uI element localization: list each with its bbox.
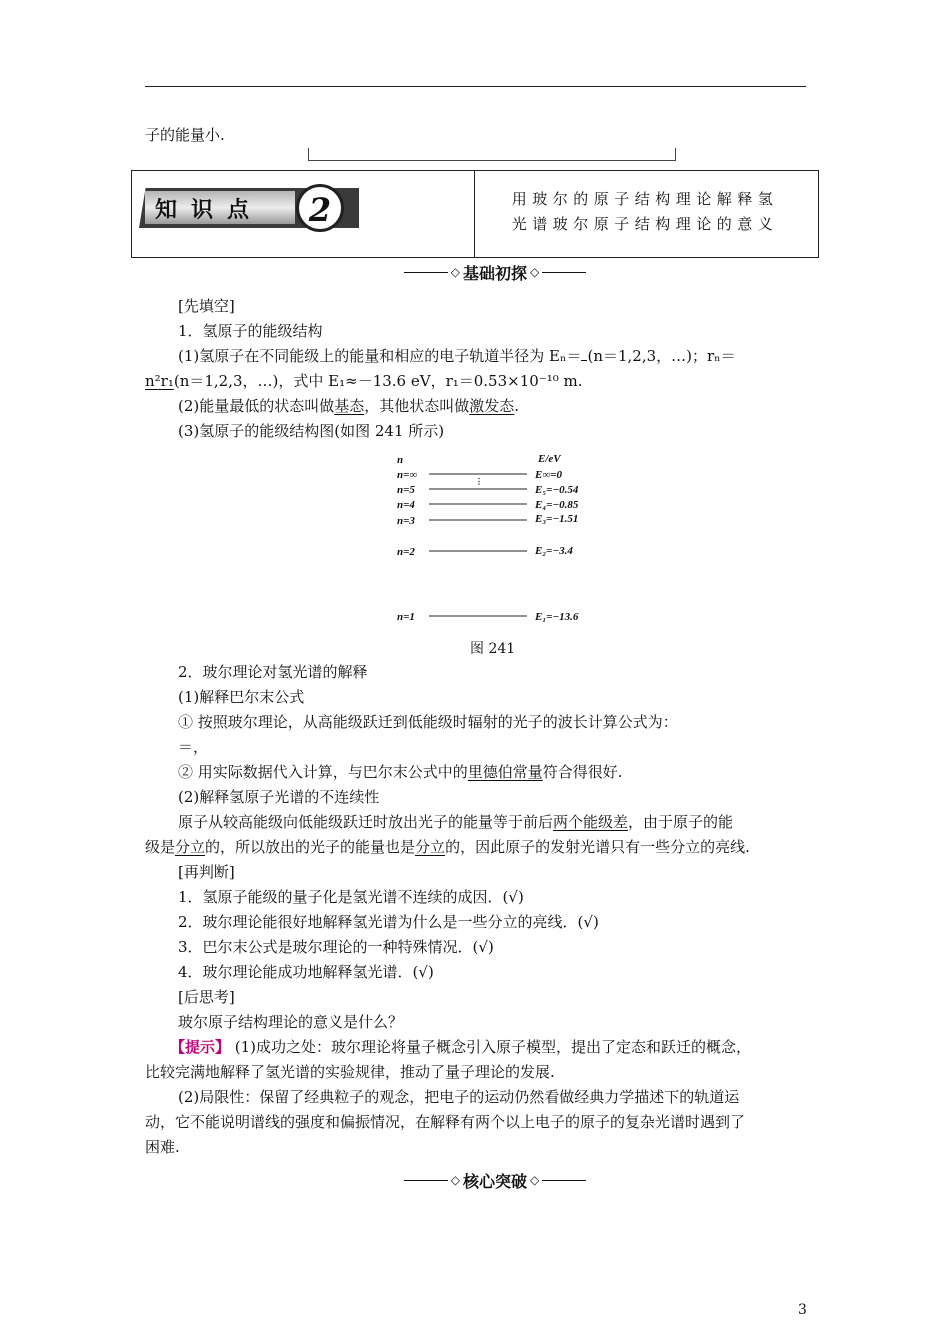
level-energy-label: E₃=−1.51 [535,513,579,525]
level-energy-label: E₄=−0.85 [535,499,579,511]
level-energy-label: E₁=−13.6 [535,611,579,623]
knowledge-point-title-line1: 用玻尔的原子结构理论解释氢 [511,190,779,208]
knowledge-point-title [482,187,808,237]
judge-item-1: 1．氢原子能级的量子化是氢光谱不连续的成因．(√) [178,888,524,906]
item2-2-text-a: 原子从较高能级向低能级跃迁时放出光子的能量等于前后 [178,813,554,831]
think-tag: [后思考] [178,988,235,1006]
hint-line5: 困难. [145,1138,180,1156]
energy-difference-answer: 两个能级差 [553,813,629,831]
level-n-label: n=∞ [397,469,418,481]
hint-text-1a: (1)成功之处：玻尔理论将量子概念引入原子模型，提出了定态和跃迁的概念， [230,1038,752,1056]
item1-2-text-c: ，其他状态叫做 [364,397,470,415]
hint-line2: 比较完满地解释了氢光谱的实验规律，推动了量子理论的发展. [145,1063,555,1081]
diamond-icon: ◇ [530,1173,540,1187]
section-heading-text: 核心突破 [462,1171,527,1191]
judge-item-3: 3．巴尔末公式是玻尔理论的一种特殊情况．(√) [178,938,494,956]
item1-1-line [178,345,736,367]
item2-2-line2-e: 的，因此原子的发射光谱只有一些分立的亮线. [445,838,750,856]
judge-item-4: 4．玻尔理论能成功地解释氢光谱．(√) [178,963,434,981]
think-question: 玻尔原子结构理论的意义是什么？ [178,1013,404,1031]
item1-1-line2 [145,370,583,392]
item2-1-1-line: ① 按照玻尔理论，从高能级跃迁到低能级时辐射的光子的波长计算公式为： [178,713,678,731]
knowledge-point-title-line2: 光谱玻尔原子结构理论的意义 [511,215,779,233]
heading-rule-right [542,272,586,273]
item2-2-heading: (2)解释氢原子光谱的不连续性 [178,788,380,806]
item1-1-text-d: (n＝1,2,3，…)，式中 E₁≈－13.6 eV，r₁＝0.53×10⁻¹⁰ m. [173,372,583,390]
ellipsis-marker: ⋮ [475,477,483,486]
diamond-icon: ◇ [450,265,460,279]
item1-1-text-a: (1)氢原子在不同能级上的能量和相应的电子轨道半径为 Eₙ＝ [178,347,582,365]
discrete-answer-2: 分立 [415,838,446,856]
decorative-bracket [308,148,676,161]
item1-heading: 1．氢原子的能级结构 [178,322,323,340]
judge-tag: [再判断] [178,863,235,881]
discrete-answer-1: 分立 [175,838,206,856]
hint-line1 [170,1036,751,1058]
section-heading-basics [360,259,630,285]
diagram-left-header: n [397,454,404,466]
fill-blank-tag: [先填空] [178,297,235,315]
item1-2-text-a: (2)能量最低的状态叫做 [178,397,335,415]
level-energy-label: E₅=−0.54 [535,484,579,496]
level-energy-label: E∞=0 [535,469,562,481]
diagram-right-header: E/eV [538,453,561,465]
heading-rule-left [404,1180,448,1181]
section-heading-text: 基础初探 [462,263,527,283]
level-n-label: n=5 [397,484,415,496]
level-energy-label: E₂=−3.4 [535,545,573,557]
item1-1-text-b: (n＝1,2,3，…)；rₙ＝ [587,347,736,365]
item2-1-2-line [178,761,623,783]
level-n-label: n=1 [397,611,415,623]
item2-2-text-c: ，由于原子的能 [628,813,734,831]
item1-2-text-e: . [514,397,520,415]
level-n-label: n=2 [397,546,415,558]
diamond-icon: ◇ [530,265,540,279]
figure-caption: 图 241 [470,641,516,657]
judge-item-2: 2．玻尔理论能很好地解释氢光谱为什么是一些分立的亮线．(√) [178,913,599,931]
section-heading-core [360,1167,630,1193]
diamond-icon: ◇ [450,1173,460,1187]
item2-2-line2-c: 的，所以放出的光子的能量也是 [205,838,416,856]
rydberg-constant-answer: 里德伯常量 [467,763,543,781]
excited-state-answer: 激发态 [469,397,515,415]
wavelength-equation: ＝， [178,738,209,756]
item2-2-paragraph-line1 [178,811,733,833]
item2-heading: 2．玻尔理论对氢光谱的解释 [178,663,368,681]
heading-rule-left [404,272,448,273]
ground-state-answer: 基态 [334,397,365,415]
knowledge-point-number: 2 [296,184,344,232]
hint-label: 【提示】 [170,1038,231,1056]
item2-1-2-text-a: ② 用实际数据代入计算，与巴尔末公式中的 [178,763,468,781]
header-rule [145,86,806,87]
item1-2-line [178,395,519,417]
item1-3-line: (3)氢原子的能级结构图(如图 241 所示) [178,422,445,440]
page-number: 3 [798,1302,807,1318]
energy-level-diagram [395,452,595,627]
heading-rule-right [542,1180,586,1181]
level-n-label: n=3 [397,515,415,527]
hint-line4: 动，它不能说明谱线的强度和偏振情况，在解释有两个以上电子的原子的复杂光谱时遇到了 [145,1113,746,1131]
item2-2-paragraph-line2 [145,836,750,858]
item2-1-heading: (1)解释巴尔末公式 [178,688,305,706]
item2-2-line2-a: 级是 [145,838,176,856]
hint-line3: (2)局限性：保留了经典粒子的观念，把电子的运动仍然看做经典力学描述下的轨道运 [178,1088,740,1106]
knowledge-point-label: 知识点 [155,198,264,223]
knowledge-point-divider [474,170,475,258]
level-n-label: n=4 [397,499,415,511]
continuation-text: 子的能量小. [145,126,225,144]
orbital-radius-answer: n²r₁ [145,372,174,390]
item2-1-2-text-c: 符合得很好. [542,763,623,781]
